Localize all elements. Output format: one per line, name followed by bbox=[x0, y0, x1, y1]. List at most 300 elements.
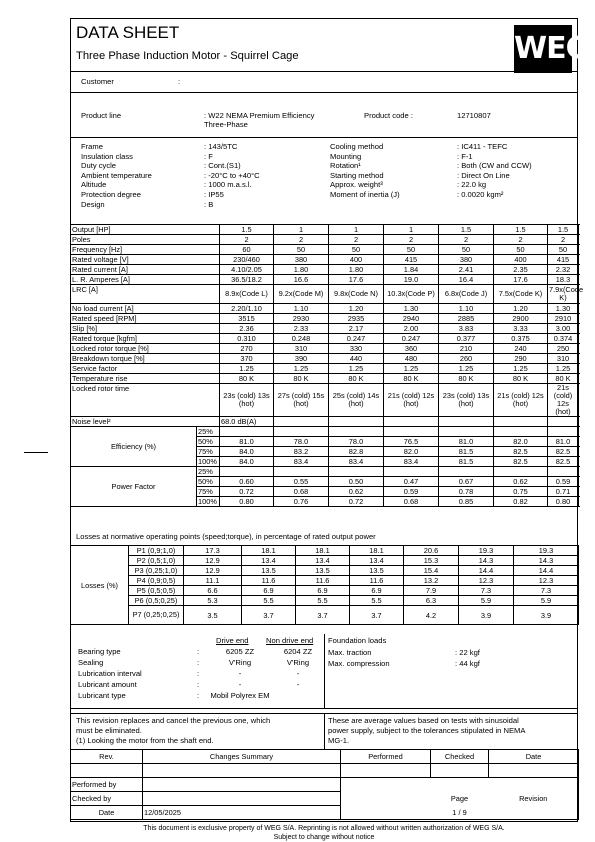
footer-line-2: Subject to change without notice bbox=[273, 834, 375, 841]
table-cell: 2940 bbox=[384, 314, 439, 324]
table-row bbox=[71, 354, 579, 364]
table-cell: 3.9 bbox=[514, 606, 579, 625]
spec-label: Approx. weight³ bbox=[330, 180, 383, 190]
performed-cell bbox=[341, 764, 431, 778]
loss-point: P2 (0,5;1,0) bbox=[129, 556, 184, 566]
table-cell: 2930 bbox=[274, 314, 329, 324]
note-left-2: must be eliminated. bbox=[76, 726, 142, 735]
table-row bbox=[71, 225, 579, 235]
spec-label: Ambient temperature bbox=[81, 170, 152, 180]
table-cell bbox=[494, 417, 548, 427]
table-cell: 81.0 bbox=[439, 437, 494, 447]
table-cell: 1.25 bbox=[220, 364, 274, 374]
table-cell: 7.9 bbox=[404, 586, 459, 596]
spec-value: : 0.0020 kgm² bbox=[457, 190, 504, 199]
table-cell: 2 bbox=[329, 235, 384, 245]
table-cell: 0.60 bbox=[220, 477, 274, 487]
table-cell: 260 bbox=[439, 354, 494, 364]
table-cell: 6.8x(Code J) bbox=[439, 285, 494, 304]
product-code-label: Product code : bbox=[364, 111, 413, 120]
revision-label: Revision bbox=[489, 792, 579, 806]
table-cell bbox=[439, 417, 494, 427]
table-cell: 380 bbox=[274, 255, 329, 265]
row-label: Locked rotor time bbox=[71, 384, 220, 417]
table-cell: 12.9 bbox=[184, 556, 242, 566]
table-cell: 18.1 bbox=[296, 546, 350, 556]
table-cell: 0.67 bbox=[439, 477, 494, 487]
date-cell bbox=[489, 764, 579, 778]
table-row bbox=[71, 344, 579, 354]
table-row bbox=[71, 364, 579, 374]
bearing-label: Lubricant type bbox=[78, 691, 126, 700]
table-cell: 6.6 bbox=[184, 586, 242, 596]
table-cell: 83.2 bbox=[274, 447, 329, 457]
table-cell: 240 bbox=[494, 344, 548, 354]
table-cell: 400 bbox=[494, 255, 548, 265]
row-label: Rated voltage [V] bbox=[71, 255, 220, 265]
table-cell: 36.5/18.2 bbox=[220, 275, 274, 285]
performed-by-value bbox=[143, 778, 341, 792]
bearing-de: Mobil Polyrex EM bbox=[210, 691, 270, 700]
table-cell: 80 K bbox=[494, 374, 548, 384]
table-row bbox=[71, 427, 579, 437]
table-cell: 2 bbox=[220, 235, 274, 245]
table-cell: 14.3 bbox=[514, 556, 579, 566]
table-cell: 81.5 bbox=[439, 447, 494, 457]
spec-label: Mounting bbox=[330, 151, 362, 161]
spec-value: : -20°C to +40°C bbox=[204, 170, 260, 180]
customer-colon: : bbox=[178, 77, 181, 86]
table-cell: 1.80 bbox=[274, 265, 329, 275]
table-cell bbox=[494, 467, 548, 477]
table-cell: 14.4 bbox=[514, 566, 579, 576]
table-cell: 82.5 bbox=[548, 447, 579, 457]
bearing-nde: - bbox=[296, 669, 300, 678]
page-blank bbox=[341, 792, 431, 806]
divider bbox=[70, 713, 578, 714]
bearing-colon: : bbox=[197, 680, 200, 689]
table-cell bbox=[329, 467, 384, 477]
table-cell: 0.247 bbox=[384, 334, 439, 344]
checked-by-label: Checked by bbox=[71, 792, 143, 806]
date-value: 12/05/2025 bbox=[143, 806, 341, 820]
table-cell: 82.8 bbox=[329, 447, 384, 457]
foundation-title: Foundation loads bbox=[328, 636, 387, 645]
table-cell: 78.0 bbox=[329, 437, 384, 447]
table-cell: 2885 bbox=[439, 314, 494, 324]
spec-value: : B bbox=[204, 199, 214, 209]
table-cell: 2.36 bbox=[220, 324, 274, 334]
table-cell: 18.1 bbox=[242, 546, 296, 556]
table-cell: 80 K bbox=[329, 374, 384, 384]
table-cell: 80 K bbox=[220, 374, 274, 384]
table-cell: 2 bbox=[274, 235, 329, 245]
spec-value: : Direct On Line bbox=[457, 170, 510, 180]
traction-value: : 22 kgf bbox=[455, 648, 480, 657]
table-row bbox=[71, 586, 579, 596]
table-cell: 7.9x(Code K) bbox=[549, 285, 584, 302]
bearing-label: Bearing type bbox=[78, 647, 121, 656]
page-value: 1 / 9 bbox=[431, 806, 489, 820]
table-cell: 5.5 bbox=[350, 596, 404, 606]
spec-label: Altitude bbox=[81, 180, 107, 190]
table-cell: 14.3 bbox=[459, 556, 514, 566]
efficiency-label: Efficiency (%) bbox=[71, 427, 197, 467]
table-cell: 82.5 bbox=[548, 457, 579, 467]
table-cell: 50 bbox=[494, 245, 548, 255]
bearing-colon: : bbox=[197, 669, 200, 678]
table-cell: 0.375 bbox=[494, 334, 548, 344]
table-cell bbox=[384, 427, 439, 437]
table-cell: 9.2x(Code M) bbox=[274, 285, 329, 304]
table-cell bbox=[384, 417, 439, 427]
table-cell: 290 bbox=[494, 354, 548, 364]
table-cell: 1 bbox=[274, 225, 329, 235]
table-cell bbox=[439, 467, 494, 477]
date-header: Date bbox=[489, 750, 579, 764]
table-cell: 1.5 bbox=[439, 225, 494, 235]
table-row bbox=[71, 314, 579, 324]
table-row bbox=[71, 556, 579, 566]
row-label: LRC [A] bbox=[71, 285, 220, 304]
table-cell: 3.7 bbox=[350, 606, 404, 625]
bearing-de: - bbox=[238, 669, 242, 678]
table-cell: 3.83 bbox=[439, 324, 494, 334]
table-cell: 21s (cold) 12s (hot) bbox=[494, 384, 548, 417]
table-cell: 5.5 bbox=[296, 596, 350, 606]
table-cell: 81.0 bbox=[220, 437, 274, 447]
table-cell: 16.4 bbox=[439, 275, 494, 285]
table-cell: 83.4 bbox=[329, 457, 384, 467]
product-line-label: Product line bbox=[81, 111, 122, 120]
bearing-colon: : bbox=[197, 658, 200, 667]
table-cell: 50 bbox=[439, 245, 494, 255]
table-cell: 0.82 bbox=[494, 497, 548, 507]
drive-end-heading: Drive end bbox=[216, 636, 249, 645]
date-label: Date bbox=[71, 806, 143, 820]
non-drive-end-heading: Non drive end bbox=[266, 636, 314, 645]
row-label: L. R. Amperes [A] bbox=[71, 275, 220, 285]
table-cell: 0.72 bbox=[329, 497, 384, 507]
table-cell: 0.247 bbox=[329, 334, 384, 344]
losses-label: Losses (%) bbox=[71, 546, 129, 625]
row-label: Rated current [A] bbox=[71, 265, 220, 275]
table-cell: 20.6 bbox=[404, 546, 459, 556]
bearing-label: Sealing bbox=[78, 658, 104, 667]
table-cell bbox=[220, 467, 274, 477]
table-row bbox=[71, 467, 579, 477]
table-cell: 5.9 bbox=[459, 596, 514, 606]
table-cell: 13.5 bbox=[296, 566, 350, 576]
table-cell: 19.3 bbox=[459, 546, 514, 556]
table-cell bbox=[384, 467, 439, 477]
traction-label: Max. traction bbox=[328, 648, 372, 657]
signoff-blank bbox=[341, 778, 579, 792]
load-label: 75% bbox=[197, 447, 220, 457]
load-label: 100% bbox=[197, 497, 220, 507]
loss-point: P5 (0,5;0,5) bbox=[129, 586, 184, 596]
changes-cell bbox=[143, 764, 341, 778]
table-cell: 76.5 bbox=[384, 437, 439, 447]
table-cell: 7.3 bbox=[514, 586, 579, 596]
table-cell: 11.1 bbox=[184, 576, 242, 586]
table-cell: 0.76 bbox=[274, 497, 329, 507]
row-label: Temperature rise bbox=[71, 374, 220, 384]
table-cell: 3.7 bbox=[242, 606, 296, 625]
table-cell: 390 bbox=[274, 354, 329, 364]
table-cell: 7.5x(Code K) bbox=[494, 285, 548, 304]
document-title: DATA SHEET bbox=[76, 23, 180, 42]
table-row bbox=[71, 235, 579, 245]
performance-table bbox=[70, 224, 584, 507]
table-cell: 13.5 bbox=[242, 566, 296, 576]
loss-point: P7 (0,25;0,25) bbox=[129, 606, 184, 625]
divider bbox=[70, 71, 578, 72]
spec-label: Protection degree bbox=[81, 190, 141, 199]
table-row bbox=[71, 374, 579, 384]
table-cell: 81.0 bbox=[548, 437, 579, 447]
table-cell: 13.4 bbox=[296, 556, 350, 566]
note-left-1: This revision replaces and cancel the previous one, which bbox=[76, 716, 271, 725]
load-label: 50% bbox=[197, 437, 220, 447]
revision-table bbox=[70, 749, 579, 820]
table-cell: 0.62 bbox=[329, 487, 384, 497]
table-cell: 4.2 bbox=[404, 606, 459, 625]
weg-logo bbox=[514, 25, 590, 73]
table-cell: 8.9x(Code L) bbox=[220, 285, 274, 304]
table-row bbox=[71, 546, 579, 556]
bearing-de: 6205 ZZ bbox=[225, 647, 255, 656]
table-cell: 0.62 bbox=[494, 477, 548, 487]
table-cell: 1.25 bbox=[439, 364, 494, 374]
table-cell: 4.10/2.05 bbox=[220, 265, 274, 275]
table-cell: 360 bbox=[384, 344, 439, 354]
compression-value: : 44 kgf bbox=[455, 659, 480, 668]
table-row bbox=[71, 324, 579, 334]
rev-header: Rev. bbox=[71, 750, 143, 764]
spec-label: Duty cycle bbox=[81, 161, 117, 171]
rev-cell bbox=[71, 764, 143, 778]
table-cell: 3.33 bbox=[494, 324, 548, 334]
table-cell: 0.80 bbox=[220, 497, 274, 507]
table-cell: 6.3 bbox=[404, 596, 459, 606]
product-line-value: : W22 NEMA Premium Efficiency bbox=[204, 111, 315, 120]
spec-label: Frame bbox=[81, 142, 103, 151]
table-cell: 15.4 bbox=[404, 566, 459, 576]
table-cell: 80 K bbox=[274, 374, 329, 384]
table-cell: 18.3 bbox=[548, 275, 579, 285]
loss-point: P1 (0,9;1,0) bbox=[129, 546, 184, 556]
table-cell: 250 bbox=[548, 344, 579, 354]
page-blank-2 bbox=[341, 806, 431, 820]
table-cell: 60 bbox=[220, 245, 274, 255]
table-cell: 82.5 bbox=[494, 447, 548, 457]
table-row bbox=[71, 566, 579, 576]
table-cell: 25s (cold) 14s (hot) bbox=[329, 384, 384, 417]
bearing-colon: : bbox=[197, 691, 200, 700]
table-cell: 0.72 bbox=[220, 487, 274, 497]
row-label: Rated torque [kgfm] bbox=[71, 334, 220, 344]
spec-label: Insulation class bbox=[81, 151, 133, 161]
table-cell: 82.0 bbox=[384, 447, 439, 457]
table-row bbox=[71, 265, 579, 275]
divider bbox=[70, 708, 578, 709]
power-factor-label: Power Factor bbox=[71, 467, 197, 507]
losses-table bbox=[70, 545, 579, 625]
table-cell: 0.68 bbox=[384, 497, 439, 507]
table-cell: 1 bbox=[384, 225, 439, 235]
table-cell: 18.1 bbox=[350, 546, 404, 556]
table-cell: 310 bbox=[274, 344, 329, 354]
logo-text: WEG bbox=[514, 31, 590, 66]
row-label: Output [HP] bbox=[71, 225, 220, 235]
row-label: No load current [A] bbox=[71, 304, 220, 314]
spec-label: Rotation¹ bbox=[330, 161, 361, 171]
spec-value: : F bbox=[204, 151, 213, 161]
table-cell: 21s (cold) 12s (hot) bbox=[548, 384, 579, 417]
table-cell: 2.20/1.10 bbox=[220, 304, 274, 314]
table-cell: 1.20 bbox=[494, 304, 548, 314]
table-cell: 6.9 bbox=[296, 586, 350, 596]
table-cell: 6.9 bbox=[242, 586, 296, 596]
table-cell: 2 bbox=[548, 235, 579, 245]
table-cell: 0.377 bbox=[439, 334, 494, 344]
spec-value: : 22.0 kg bbox=[457, 180, 487, 190]
table-cell: 3.7 bbox=[296, 606, 350, 625]
table-cell bbox=[439, 427, 494, 437]
table-cell bbox=[220, 427, 274, 437]
checked-cell bbox=[431, 764, 489, 778]
table-cell: 78.0 bbox=[274, 437, 329, 447]
table-cell: 15.3 bbox=[404, 556, 459, 566]
table-cell: 1.20 bbox=[329, 304, 384, 314]
spec-value: : 1000 m.a.s.l. bbox=[204, 180, 252, 190]
checked-by-value bbox=[143, 792, 341, 806]
customer-label: Customer bbox=[81, 77, 114, 86]
table-cell: 5.5 bbox=[242, 596, 296, 606]
bearing-colon: : bbox=[197, 647, 200, 656]
table-cell: 2910 bbox=[548, 314, 579, 324]
table-cell: 3.5 bbox=[184, 606, 242, 625]
table-row bbox=[71, 384, 579, 417]
table-cell: 50 bbox=[274, 245, 329, 255]
row-label: Breakdown torque [%] bbox=[71, 354, 220, 364]
table-cell: 12.3 bbox=[459, 576, 514, 586]
table-cell: 82.0 bbox=[494, 437, 548, 447]
spec-value: : 143/5TC bbox=[204, 142, 238, 151]
table-cell: 1.5 bbox=[548, 225, 579, 235]
table-cell: 16.6 bbox=[274, 275, 329, 285]
table-cell: 2900 bbox=[494, 314, 548, 324]
table-row bbox=[71, 596, 579, 606]
table-cell: 80 K bbox=[548, 374, 579, 384]
row-label: Frequency [Hz] bbox=[71, 245, 220, 255]
spec-label: Moment of inertia (J) bbox=[330, 190, 400, 199]
product-code-value: 12710807 bbox=[457, 111, 491, 120]
spec-value: : F-1 bbox=[457, 151, 473, 161]
revision-value bbox=[489, 806, 579, 820]
table-cell: 0.85 bbox=[439, 497, 494, 507]
note-right-3: MG-1. bbox=[328, 736, 350, 745]
table-cell bbox=[274, 467, 329, 477]
table-cell: 3515 bbox=[220, 314, 274, 324]
bearing-label: Lubrication interval bbox=[78, 669, 142, 678]
table-cell: 80 K bbox=[384, 374, 439, 384]
table-cell: 2.17 bbox=[329, 324, 384, 334]
note-right-1: These are average values based on tests with sinusoidal bbox=[328, 716, 519, 725]
table-cell: 1 bbox=[329, 225, 384, 235]
table-cell: 370 bbox=[220, 354, 274, 364]
table-cell: 0.310 bbox=[220, 334, 274, 344]
table-cell bbox=[274, 427, 329, 437]
table-cell: 2.32 bbox=[548, 265, 579, 275]
table-cell: 0.75 bbox=[494, 487, 548, 497]
table-cell: 80 K bbox=[439, 374, 494, 384]
table-cell: 5.3 bbox=[184, 596, 242, 606]
table-cell bbox=[548, 417, 579, 427]
table-row bbox=[71, 245, 579, 255]
table-cell: 11.6 bbox=[350, 576, 404, 586]
table-cell: 13.4 bbox=[350, 556, 404, 566]
divider bbox=[70, 137, 578, 138]
table-cell: 12.9 bbox=[184, 566, 242, 576]
table-cell: 1.10 bbox=[274, 304, 329, 314]
product-line-value-2: Three-Phase bbox=[204, 120, 248, 129]
table-cell: 83.4 bbox=[384, 457, 439, 467]
table-cell: 1.5 bbox=[494, 225, 548, 235]
table-cell: 0.68 bbox=[274, 487, 329, 497]
table-cell: 27s (cold) 15s (hot) bbox=[274, 384, 329, 417]
row-label: Service factor bbox=[71, 364, 220, 374]
table-cell bbox=[329, 427, 384, 437]
compression-label: Max. compression bbox=[328, 659, 390, 668]
table-cell: 210 bbox=[439, 344, 494, 354]
table-cell bbox=[274, 417, 329, 427]
load-label: 25% bbox=[197, 427, 220, 437]
table-cell bbox=[548, 427, 579, 437]
bearing-nde: 6204 ZZ bbox=[283, 647, 313, 656]
divider bbox=[324, 713, 325, 749]
table-cell: 50 bbox=[384, 245, 439, 255]
table-cell: 1.25 bbox=[329, 364, 384, 374]
table-cell: 0.47 bbox=[384, 477, 439, 487]
spec-value: : Cont.(S1) bbox=[204, 161, 241, 171]
loss-point: P6 (0,5;0,25) bbox=[129, 596, 184, 606]
noise-label: Noise level² bbox=[71, 417, 220, 427]
table-cell: 415 bbox=[548, 255, 579, 265]
spec-label: Cooling method bbox=[330, 142, 384, 151]
document-subtitle: Three Phase Induction Motor - Squirrel Cage bbox=[76, 50, 299, 62]
changes-header: Changes Summary bbox=[143, 750, 341, 764]
load-label: 100% bbox=[197, 457, 220, 467]
table-cell: 7.3 bbox=[459, 586, 514, 596]
table-cell: 2 bbox=[439, 235, 494, 245]
table-cell: 1.25 bbox=[494, 364, 548, 374]
checked-header: Checked bbox=[431, 750, 489, 764]
table-cell: 1.25 bbox=[384, 364, 439, 374]
table-cell: 13.2 bbox=[404, 576, 459, 586]
bearing-nde: - bbox=[296, 680, 300, 689]
table-cell: 440 bbox=[329, 354, 384, 364]
note-left-3: (1) Looking the motor from the shaft end. bbox=[76, 736, 214, 745]
table-cell: 17.3 bbox=[184, 546, 242, 556]
table-cell: 23s (cold) 13s (hot) bbox=[220, 384, 274, 417]
noise-value: 68.0 dB(A) bbox=[220, 417, 274, 427]
table-cell: 310 bbox=[548, 354, 579, 364]
table-cell: 23s (cold) 13s (hot) bbox=[439, 384, 494, 417]
table-cell: 0.71 bbox=[548, 487, 579, 497]
table-cell: 2.33 bbox=[274, 324, 329, 334]
